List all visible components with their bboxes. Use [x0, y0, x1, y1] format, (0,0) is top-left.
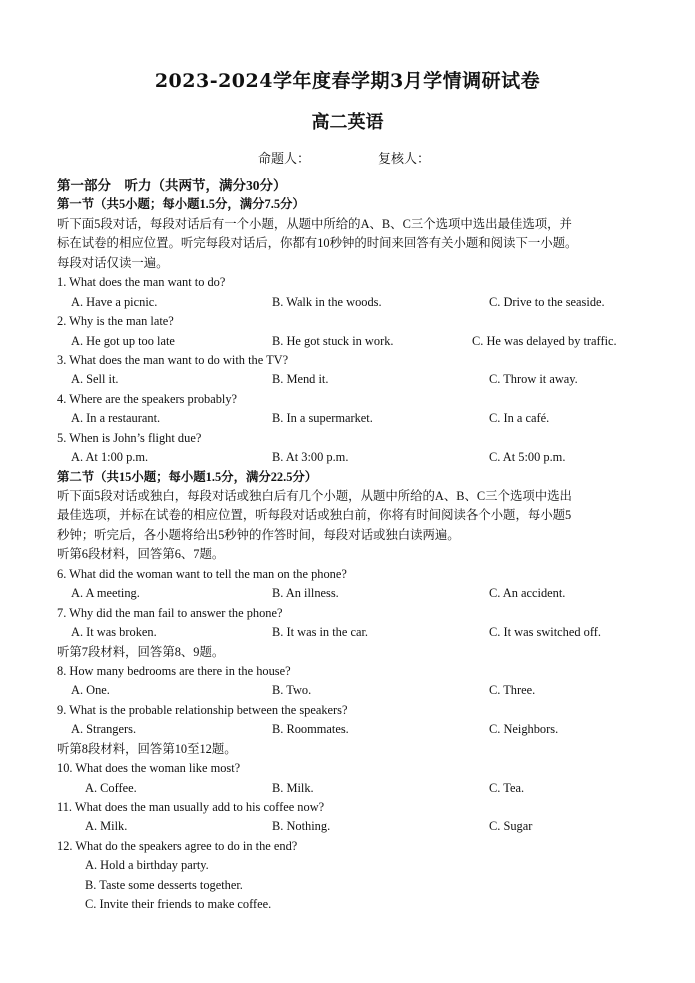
option-b: B. It was in the car. — [272, 625, 369, 640]
section2-instructions-line: 秒钟；听完后，各小题将给出5秒钟的作答时间，每段对话或独白读两遍。 — [57, 527, 460, 542]
question-10-options — [57, 779, 643, 798]
section2-heading: 第二节（共15小题；每小题1.5分，满分22.5分） — [57, 469, 318, 484]
reviewer-label: 复核人： — [378, 152, 431, 167]
question-6: 6. What did the woman want to tell the man on the phone? — [57, 566, 347, 581]
option-a: A. Milk. — [85, 819, 128, 834]
option-c: C. Invite their friends to make coffee. — [85, 897, 272, 912]
option-a: A. Coffee. — [85, 780, 137, 795]
question-11: 11. What does the man usually add to his coffee now? — [57, 800, 325, 814]
question-2-options — [57, 332, 643, 351]
section2-instructions-line: 最佳选项，并标在试卷的相应位置，听每段对话或独白前，你将有时间阅读各个小题，每小题5 — [57, 508, 572, 523]
question-2: 2. Why is the man late? — [57, 314, 174, 329]
option-b: B. Nothing. — [272, 819, 331, 834]
option-b: B. Roommates. — [272, 722, 349, 737]
exam-content — [57, 176, 643, 915]
page-title: 2023-2024学年度春学期3月学情调研试卷 — [154, 70, 541, 92]
option-b: B. Mend it. — [272, 372, 329, 387]
question-5-options — [57, 448, 643, 467]
section1-heading: 第一节（共5小题；每小题1.5分，满分7.5分） — [57, 197, 305, 212]
option-a: A. In a restaurant. — [71, 411, 161, 426]
material-7-note: 听第7段材料，回答第8、9题。 — [57, 644, 225, 659]
option-b: B. In a supermarket. — [272, 411, 373, 426]
option-c: C. Drive to the seaside. — [489, 294, 605, 309]
question-1-options — [57, 293, 643, 312]
question-9-options — [57, 720, 643, 739]
page-subtitle: 高二英语 — [311, 112, 384, 133]
option-b: B. An illness. — [272, 586, 339, 601]
option-c: C. In a café. — [489, 411, 550, 426]
option-a: A. Strangers. — [71, 722, 137, 737]
question-9: 9. What is the probable relationship between the speakers? — [57, 702, 348, 717]
section1-instructions-line: 每段对话仅读一遍。 — [57, 255, 169, 270]
option-a: A. Hold a birthday party. — [85, 858, 209, 873]
option-b: B. Two. — [272, 683, 312, 698]
section1-instructions-line: 标在试卷的相应位置。听完每段对话后，你都有10秒钟的时间来回答有关小题和阅读下一小题。 — [57, 236, 578, 251]
option-b: B. He got stuck in work. — [272, 333, 394, 348]
question-7-options — [57, 623, 643, 642]
option-a: A. Have a picnic. — [71, 294, 158, 309]
question-8: 8. How many bedrooms are there in the house? — [57, 663, 291, 678]
option-a: A. He got up too late — [71, 333, 175, 348]
question-6-options — [57, 584, 643, 603]
option-b: B. Milk. — [272, 780, 314, 795]
material-6-note: 听第6段材料，回答第6、7题。 — [57, 547, 225, 562]
option-a: A. A meeting. — [71, 586, 140, 601]
question-7: 7. Why did the man fail to answer the phone? — [57, 605, 283, 620]
question-10: 10. What does the woman like most? — [57, 761, 241, 776]
option-b: B. Walk in the woods. — [272, 294, 382, 309]
question-11-options — [57, 817, 643, 836]
option-c: C. Neighbors. — [489, 722, 559, 737]
setter-label: 命题人： — [258, 152, 311, 167]
part1-heading: 第一部分 听力（共两节，满分30分） — [57, 178, 287, 193]
question-5: 5. When is John’s flight due? — [57, 430, 202, 445]
option-c: C. It was switched off. — [489, 625, 601, 640]
option-c: C. Three. — [489, 683, 536, 698]
option-a: A. At 1:00 p.m. — [71, 450, 149, 465]
section2-instructions-line: 听下面5段对话或独白，每段对话或独白后有几个小题，从题中所给的A、B、C三个选项中选出 — [57, 489, 572, 503]
question-1: 1. What does the man want to do? — [57, 275, 226, 290]
option-a: A. It was broken. — [71, 625, 157, 640]
option-c: C. Throw it away. — [489, 372, 578, 387]
question-4: 4. Where are the speakers probably? — [57, 391, 238, 406]
option-a: A. Sell it. — [71, 372, 119, 387]
option-c: C. An accident. — [489, 586, 566, 601]
option-b: B. Taste some desserts together. — [85, 877, 243, 892]
option-c: C. He was delayed by traffic. — [472, 333, 617, 348]
option-a: A. One. — [71, 683, 110, 698]
question-12: 12. What do the speakers agree to do in the end? — [57, 838, 298, 853]
question-3-options — [57, 370, 643, 389]
question-4-options — [57, 409, 643, 428]
option-c: C. At 5:00 p.m. — [489, 450, 566, 465]
option-c: C. Sugar — [489, 819, 533, 834]
option-c: C. Tea. — [489, 780, 525, 795]
section1-instructions-line: 听下面5段对话，每段对话后有一个小题，从题中所给的A、B、C三个选项中选出最佳选项，并 — [57, 216, 572, 231]
question-8-options — [57, 681, 643, 700]
option-b: B. At 3:00 p.m. — [272, 450, 349, 465]
question-3: 3. What does the man want to do with the TV? — [57, 352, 289, 367]
material-8-note: 听第8段材料，回答第10至12题。 — [57, 741, 237, 756]
